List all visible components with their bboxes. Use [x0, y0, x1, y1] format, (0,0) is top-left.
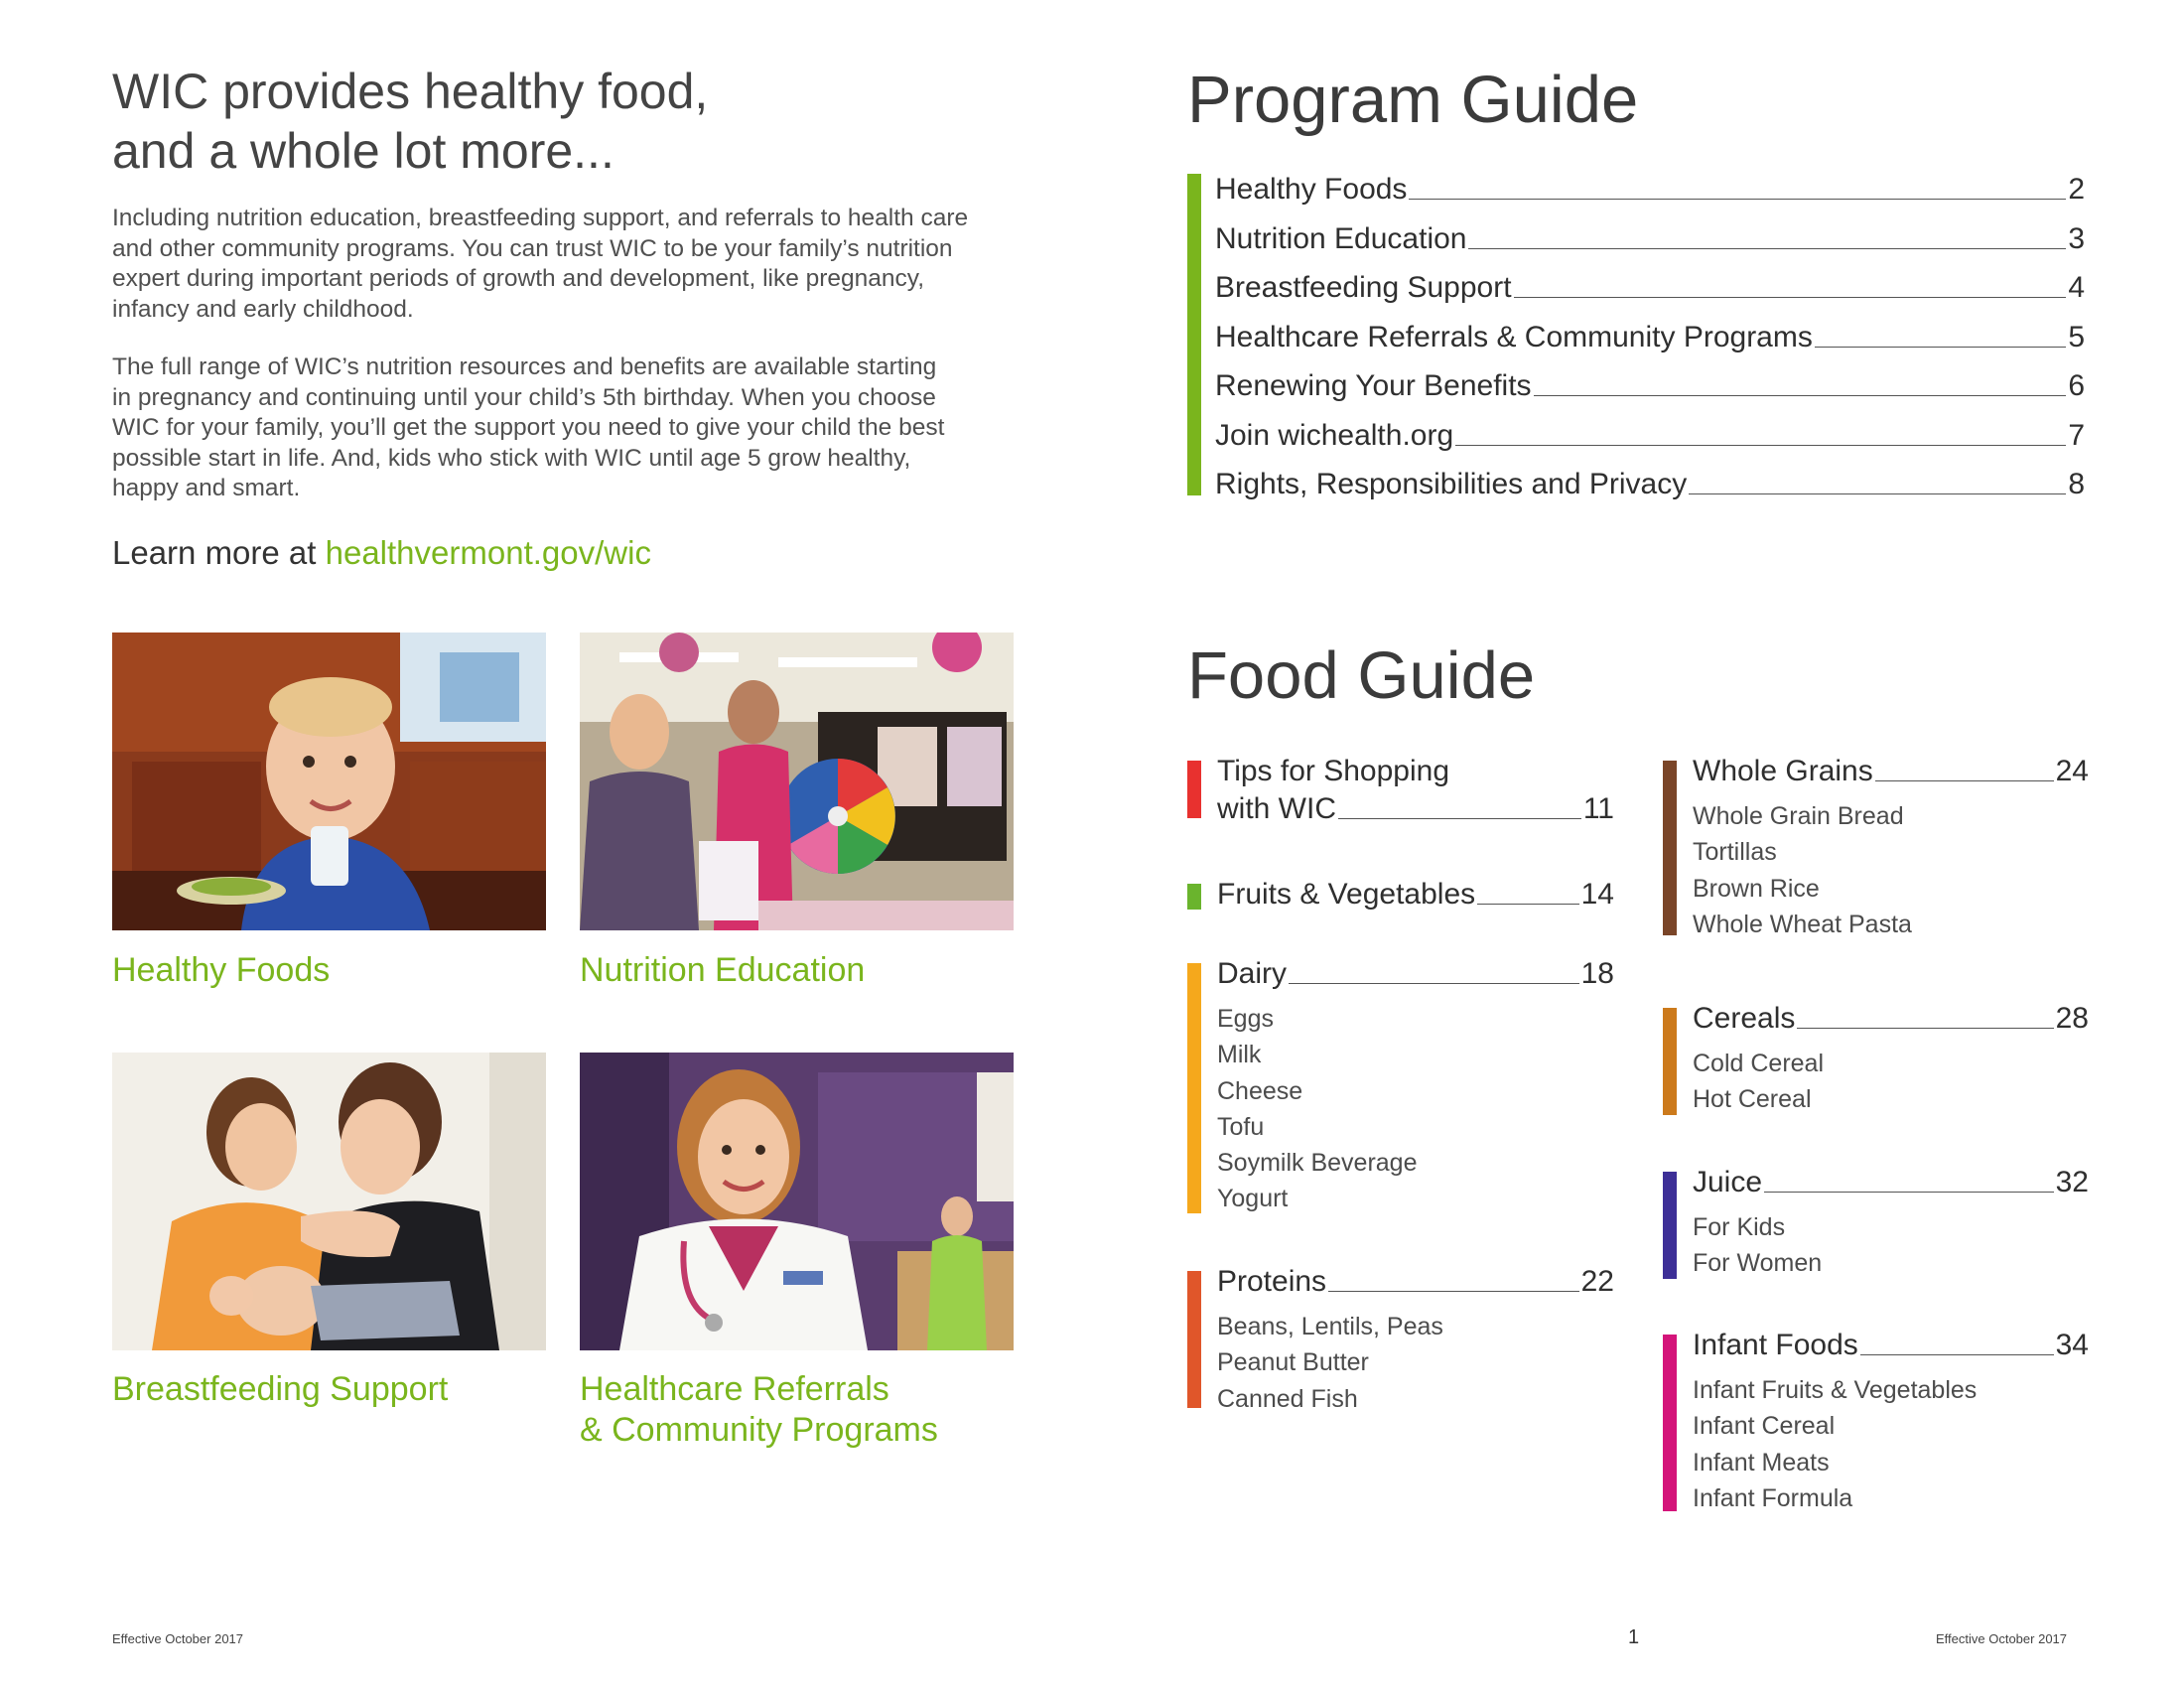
paragraph-line: possible start in life. And, kids who stick with WIC until age 5 grow healthy, — [112, 444, 911, 472]
paragraph-line: expert during important periods of growth and development, like pregnancy, — [112, 265, 925, 292]
food-guide-page: 24 — [2055, 755, 2089, 787]
page-number: 1 — [1628, 1626, 1640, 1648]
photo-healthcare-provider — [580, 1053, 1014, 1350]
paragraph-line: happy and smart. — [112, 475, 301, 501]
paragraph-line: in pregnancy and continuing until your child’s 5th birthday. When you choose — [112, 383, 936, 411]
cereals-items — [1693, 1046, 1824, 1118]
grains-items — [1693, 798, 1912, 942]
infant-heading[interactable] — [1693, 1327, 2089, 1362]
proteins-items — [1217, 1309, 1443, 1417]
grains-heading[interactable] — [1693, 753, 2089, 788]
food-item: Infant Fruits & Vegetables — [1693, 1376, 1978, 1404]
food-item: Whole Wheat Pasta — [1693, 910, 1912, 938]
intro-heading-line: WIC provides healthy food, — [112, 64, 709, 119]
food-item: Brown Rice — [1693, 874, 1820, 903]
toc-row-renewing-benefits[interactable] — [1215, 363, 2085, 403]
toc-leader — [1468, 248, 2066, 249]
intro-heading-line: and a whole lot more... — [112, 123, 614, 179]
proteins-accent-bar — [1187, 1271, 1201, 1408]
grains-accent-bar — [1663, 761, 1677, 935]
toc-leader — [1534, 395, 2067, 396]
infant-accent-bar — [1663, 1335, 1677, 1511]
toc-label: Renewing Your Benefits — [1215, 369, 1532, 402]
photo-caption-breastfeeding-support — [112, 1369, 448, 1410]
food-guide-page: 11 — [1582, 792, 1614, 825]
food-item: Cheese — [1217, 1076, 1303, 1105]
tips-accent-bar — [1187, 761, 1201, 818]
caption-line: Healthy Foods — [112, 951, 331, 989]
food-guide-page: 28 — [2055, 1002, 2089, 1035]
toc-label: Healthcare Referrals & Community Programs — [1215, 321, 1813, 353]
food-item: Whole Grain Bread — [1693, 802, 1904, 830]
food-guide-page: 22 — [1580, 1265, 1614, 1298]
toc-row-nutrition-education[interactable] — [1215, 216, 2085, 256]
infant-items — [1693, 1372, 1977, 1516]
toc-leader — [1860, 1354, 2054, 1355]
toc-leader — [1875, 780, 2054, 781]
toc-leader — [1815, 347, 2066, 348]
food-item: Infant Meats — [1693, 1448, 1830, 1477]
toc-leader — [1477, 904, 1578, 905]
toc-leader — [1289, 983, 1579, 984]
toc-leader — [1797, 1028, 2053, 1029]
toc-leader — [1338, 818, 1581, 819]
dairy-accent-bar — [1187, 963, 1201, 1213]
caption-line: Nutrition Education — [580, 951, 866, 989]
food-item: Peanut Butter — [1217, 1348, 1369, 1377]
toc-label: Join wichealth.org — [1215, 419, 1454, 452]
toc-leader — [1514, 297, 2067, 298]
tips-heading-line1[interactable]: Tips for Shopping — [1217, 755, 1450, 787]
learn-more-prefix: Learn more at — [112, 534, 326, 571]
caption-line: & Community Programs — [580, 1411, 938, 1449]
dairy-items — [1217, 1001, 1417, 1217]
intro-paragraph-2 — [112, 352, 944, 504]
food-item: For Women — [1693, 1249, 1823, 1278]
fruits-heading[interactable] — [1217, 876, 1614, 912]
toc-row-healthy-foods[interactable] — [1215, 167, 2085, 207]
toc-leader — [1328, 1291, 1579, 1292]
food-guide-page: 32 — [2055, 1166, 2089, 1198]
paragraph-line: infancy and early childhood. — [112, 295, 414, 323]
toc-label: Nutrition Education — [1215, 222, 1467, 255]
juice-items — [1693, 1209, 1822, 1282]
toc-page-number: 6 — [2068, 369, 2085, 402]
photo-caption-healthcare-referrals — [580, 1369, 938, 1451]
proteins-heading[interactable] — [1217, 1263, 1614, 1299]
toc-row-join-wichealth[interactable] — [1215, 413, 2085, 453]
fruits-accent-bar — [1187, 884, 1201, 910]
food-item: Cold Cereal — [1693, 1050, 1825, 1077]
paragraph-line: Including nutrition education, breastfeeding support, and referrals to health care — [112, 205, 969, 231]
cereals-heading[interactable] — [1693, 1000, 2089, 1036]
toc-label: Healthy Foods — [1215, 173, 1408, 206]
food-item: Soymilk Beverage — [1217, 1149, 1418, 1178]
toc-leader — [1689, 493, 2066, 494]
food-guide-label: Juice — [1693, 1166, 1763, 1198]
food-guide-page: 18 — [1580, 957, 1614, 990]
toc-leader — [1764, 1192, 2054, 1193]
tips-heading[interactable] — [1217, 790, 1614, 826]
food-guide-page: 34 — [2055, 1329, 2089, 1361]
food-item: Hot Cereal — [1693, 1085, 1812, 1114]
toc-page-number: 5 — [2068, 321, 2085, 353]
paragraph-line: and other community programs. You can trust WIC to be your family’s nutrition — [112, 234, 953, 262]
food-item: Beans, Lentils, Peas — [1217, 1313, 1443, 1340]
program-guide-title: Program Guide — [1187, 63, 1639, 137]
toc-row-breastfeeding-support[interactable] — [1215, 265, 2085, 305]
photo-nutrition-class — [580, 633, 1014, 930]
toc-leader — [1409, 199, 2066, 200]
food-item: Tofu — [1217, 1112, 1265, 1141]
food-guide-page: 14 — [1580, 878, 1614, 911]
intro-paragraph-1 — [112, 204, 968, 325]
food-guide-label: Cereals — [1693, 1002, 1796, 1035]
dairy-heading[interactable] — [1217, 955, 1614, 991]
paragraph-line: WIC for your family, you’ll get the support you need to give your child the best — [112, 414, 945, 441]
food-item: For Kids — [1693, 1213, 1786, 1241]
caption-line: Healthcare Referrals — [580, 1370, 889, 1408]
food-guide-label: Fruits & Vegetables — [1217, 878, 1476, 911]
toc-label: Breastfeeding Support — [1215, 271, 1512, 304]
food-guide-label: Infant Foods — [1693, 1329, 1858, 1361]
food-guide-label: Proteins — [1217, 1265, 1327, 1298]
intro-heading — [112, 62, 1006, 181]
program-guide-accent-bar — [1187, 174, 1201, 495]
food-item: Eggs — [1217, 1005, 1274, 1033]
photo-caption-nutrition-education — [580, 950, 865, 991]
toc-row-healthcare-referrals[interactable] — [1215, 315, 2085, 354]
toc-label: Rights, Responsibilities and Privacy — [1215, 468, 1688, 500]
juice-accent-bar — [1663, 1172, 1677, 1279]
juice-heading[interactable] — [1693, 1164, 2089, 1199]
toc-page-number: 4 — [2068, 271, 2085, 304]
cereals-accent-bar — [1663, 1008, 1677, 1115]
photo-caption-healthy-foods — [112, 950, 330, 991]
food-guide-label: Whole Grains — [1693, 755, 1873, 787]
food-item: Yogurt — [1217, 1185, 1289, 1213]
food-guide-title: Food Guide — [1187, 638, 1536, 713]
food-guide-label: with WIC — [1217, 792, 1336, 825]
food-guide-label: Dairy — [1217, 957, 1288, 990]
footer-effective-date-right: Effective October 2017 — [1936, 1631, 2068, 1646]
food-item: Infant Formula — [1693, 1483, 1853, 1512]
toc-page-number: 2 — [2068, 173, 2085, 206]
food-item: Canned Fish — [1217, 1384, 1358, 1413]
toc-leader — [1455, 445, 2066, 446]
learn-more — [112, 534, 651, 572]
toc-page-number: 3 — [2068, 222, 2085, 255]
caption-line: Breastfeeding Support — [112, 1370, 449, 1408]
paragraph-line: The full range of WIC’s nutrition resources and benefits are available starting — [112, 353, 937, 380]
food-item: Milk — [1217, 1041, 1262, 1069]
photo-child-eating — [112, 633, 546, 930]
food-item: Infant Cereal — [1693, 1412, 1836, 1441]
toc-page-number: 7 — [2068, 419, 2085, 452]
food-item: Tortillas — [1693, 838, 1777, 867]
toc-page-number: 8 — [2068, 468, 2085, 500]
toc-row-rights-privacy[interactable] — [1215, 462, 2085, 501]
footer-effective-date-left: Effective October 2017 — [112, 1631, 244, 1646]
photo-breastfeeding — [112, 1053, 546, 1350]
learn-more-link[interactable]: healthvermont.gov/wic — [325, 534, 651, 571]
